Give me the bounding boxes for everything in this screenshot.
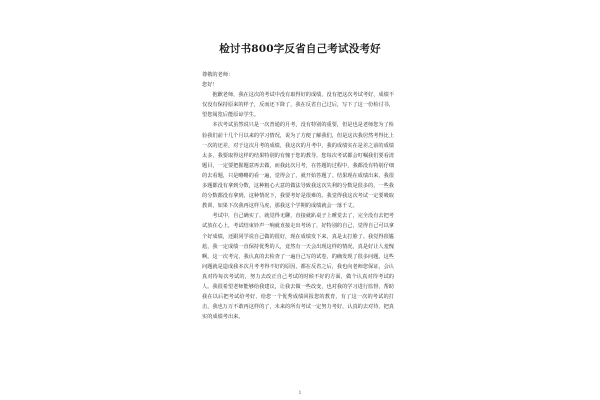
paragraph: 本次考试虽然说只是一次普通的月考，没有特别的重要，但是也是老师您为了检验我们前十几个月以来的学习情况，说为了方便了解我们，但是这次我居然考得比上一次的还差，对于这次月考的成绩，我这次的月考中，我的成绩实在是差之前的成绩太多，我要取得这样的结果特别的有愧于您的教导。您每次考试都会叮嘱我们要看清题目，一定要把握题意再去做，而我此次月考，在答题的过程中，我都没有特别仔细的去看题，只是略略的看一遍，觉得会了，就开始答题了。结果现在成绩出来，我很多题都没有拿到分数，这种粗心大意的做法导致我这次失利的分数是很多的，一些我的分数都没有拿到，这种情况下，我要考好是很难的。我觉得我这次考试一定要吸取教训，如果下次我再这样马虎，那我这个学期的成绩就会一落千丈。: [202, 122, 394, 210]
document-body: [202, 70, 394, 322]
paragraph: 考试中，自己确实了，就觉得无聊，直接就趴桌子上睡觉去了，完全没有去把考试放在心上，考试结束铃声一响就直接走出考场了，好特别的自己，觉得自己可以拿个好成绩，还跟同学说自己做的很好，现在成绩发下来，真是太打脸了。我觉得很尴尬，我一定成绩一直保持优秀的人，竟然有一天会出现这样的情况，真是好让人羞愧啊。这一次考完，我认真的去检查了一遍自己写的试卷，的确发现了很多问题，这些问题就是造成我本次月考考得不好的原因，都在反省之后，我也向老师您保证，会认真对待每次考试的，努力去改正自己考试的时候不好的方面，做个认真对待考试的人。我很希望老师能够给我建议，让我去做一些改变，也对我的学习进行监督，帮助我在以后把考试给考好，给您一个优秀成绩回报您的教育，有了这一次的考试的打击，我也万万不敢再这样的了，未来的所有考试一定努力考好，认真的去对待，把真实的成绩考出来。: [202, 213, 394, 321]
greeting: 您好！: [202, 82, 218, 89]
paragraph: 抱歉老师，我在这次的考试中没有取得好的成绩，没有把这次考试考好，成绩不仅没有保持原来的样子，反而还下降了，我在反省自己过后，写下了这一份检讨书，望您阅览后能原谅学生。: [202, 92, 394, 119]
salutation: 尊敬的老师：: [202, 72, 234, 78]
document-title: 检讨书800字反省自己考试没考好: [219, 43, 381, 55]
page-number: 1: [298, 391, 302, 396]
